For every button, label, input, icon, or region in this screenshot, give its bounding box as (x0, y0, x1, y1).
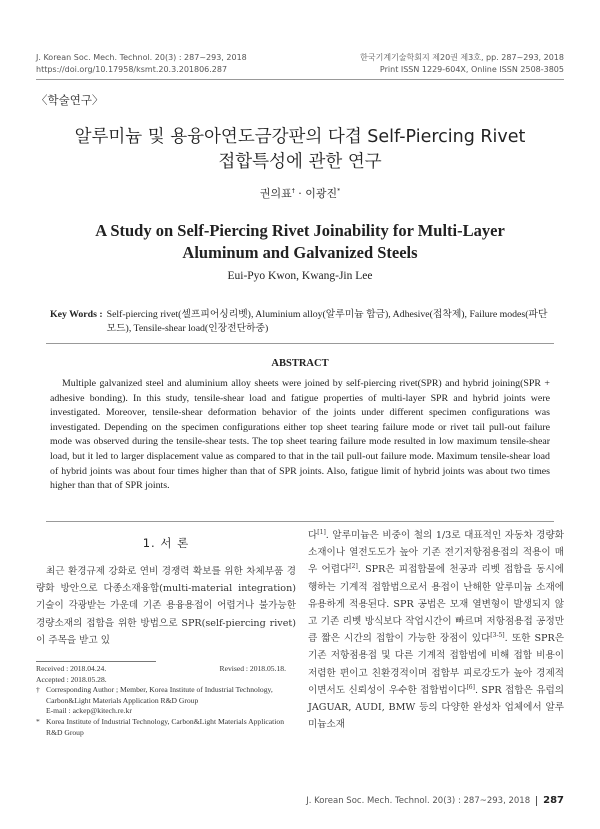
authors-english: Eui-Pyo Kwon, Kwang-Jin Lee (227, 270, 373, 282)
journal-citation: J. Korean Soc. Mech. Technol. 20(3) : 287~293, 2018 (36, 53, 247, 62)
keywords-block (50, 308, 554, 336)
journal-citation-kr: 한국기계기술학회지 제20권 제3호, pp. 287~293, 2018 (360, 53, 564, 62)
asterisk-mark: * (36, 716, 40, 726)
authors-korean (0, 185, 600, 201)
right-text-e: . SPR 접합은 유럽의 JAGUAR, AUDI, BMW 등의 다양한 완성차 업체에서 알루미늄소재 (308, 684, 564, 731)
article-category: 〈학술연구〉 (36, 93, 104, 107)
keywords-divider (46, 343, 554, 344)
footer-citation: J. Korean Soc. Mech. Technol. 20(3) : 287~293, 2018 (306, 795, 531, 806)
title-english-line2: Aluminum and Galvanized Steels (182, 243, 418, 262)
reference-3-5[interactable]: [3-5] (490, 632, 505, 640)
intro-paragraph-left: 최근 환경규제 강화로 연비 경쟁력 확보를 위한 차체부품 경량화 방안으로 다종소재융합(multi-material integration) 기술이 각광받는 가운데 기존 용융용접이 어렵거나 불가능한 경량소재의 접합을 위한 방법으로 SPR(self-piercing rivet)이 주목을 받고 있 (36, 566, 296, 646)
dates-row (36, 664, 298, 675)
title-korean (30, 125, 570, 175)
section-heading-introduction: 1. 서 론 (142, 536, 190, 550)
title-korean-line1: 알루미늄 및 용융아연도금강판의 다겹 Self-Piercing Rivet (74, 127, 526, 147)
running-header-right (360, 52, 564, 76)
affiliation-text: Korea Institute of Industrial Technology, Carbon&Light Materials Application R&D Group (46, 716, 284, 737)
title-korean-line2: 접합특성에 관한 연구 (218, 152, 382, 172)
keywords-list: Self-piercing rivet(셀프피어싱리벳), Aluminium alloy(알루미늄 합금), Adhesive(접착제), Failure modes(파단모드), Tensile-shear load(인장전단하중) (106, 309, 548, 334)
author-kr-1-mark: † (291, 187, 295, 195)
right-text-c: . SPR은 피접합물에 천공과 리벳 접합을 동시에 행하는 기계적 접합법으로서 용접이 난해한 알루미늄 소재에 유용하게 적용된다. SPR 공법은 모재 열변형이 발생되지 않고 기존 리벳 방식보다 작업시간이 빠르며 저항점용접 공정만큼 짧은 시간의 접합이 가능한 장점이 있다 (308, 564, 564, 645)
author-email[interactable]: E-mail : ackep@kitech.re.kr (46, 706, 132, 716)
page-footer (306, 795, 564, 806)
revised-date: Revised : 2018.05.18. (219, 664, 286, 673)
footnote-divider (36, 661, 156, 662)
right-text-b: . 알루미늄은 비중이 철의 1/3로 대표적인 자동차 경량화 소재이나 열전도도가 높아 기존 전기저항점용접의 적용이 매우 어렵다 (308, 530, 564, 576)
author-kr-sep: · (294, 187, 306, 200)
affiliation-note (36, 717, 298, 738)
author-kr-1: 권의표 (259, 187, 292, 200)
abstract-heading: ABSTRACT (271, 358, 329, 369)
intro-paragraph-right (308, 527, 564, 733)
abstract-divider (46, 521, 554, 522)
doi-link[interactable]: https://doi.org/10.17958/ksmt.20.3.201806.287 (36, 65, 228, 74)
abstract-text: Multiple galvanized steel and aluminium alloy sheets were joined by self-piercing rivet(SPR) and hybrid joining(SPR + adhesive bonding). In this study, tensile-shear load and fatigue properties of multi-layer SPR and hybrid joints were investigated. Moreover, tensile-shear deformation behavior of the joints under different specimen configurations was investigated. Depending on the specimen configurations either top sheet tearing failure mode or rivet tail pull-out failure mode was observed during the tensile-shear tests. The top sheet tearing failure mode resulted in low maximum tensile-shear load, but it led to larger displacement value as compared to that in the tail pull-out failure mode. Maximum tensile-shear load of hybrid joints was about four times higher than that of SPR joints. Also, fatigue limit of hybrid joints was about two times higher than that of SPR joints. (50, 378, 550, 492)
footnotes (36, 664, 298, 738)
reference-1[interactable]: [1] (317, 528, 326, 536)
author-kr-2: 이광진 (305, 187, 338, 200)
right-column (308, 527, 564, 733)
running-header-left (36, 52, 247, 76)
page-number: 287 (543, 795, 564, 806)
footer-separator (536, 796, 537, 806)
author-kr-2-mark: * (337, 187, 341, 195)
issn-info: Print ISSN 1229-604X, Online ISSN 2508-3805 (379, 65, 564, 74)
accepted-date: Accepted : 2018.05.28. (36, 674, 107, 684)
title-english-line1: A Study on Self-Piercing Rivet Joinability for Multi-Layer (95, 221, 505, 240)
right-text-d: . 또한 SPR은 기존 저항점용접 및 다른 기계적 접합법에 비해 접합 비용이 저렴한 편이고 친환경적이며 접합부 피로강도가 높아 경제적이면서도 신뢰성이 우수한 접합법이다 (308, 633, 564, 696)
received-date: Received : 2018.04.24. (36, 664, 107, 673)
dagger-mark: † (36, 685, 40, 695)
corresponding-author-text (46, 685, 298, 717)
right-text-a: 다 (308, 530, 318, 541)
corresponding-author-note (36, 685, 298, 717)
reference-6[interactable]: [6] (466, 683, 475, 691)
keywords-label: Key Words : (50, 309, 103, 320)
header-divider (36, 79, 564, 80)
left-column (36, 535, 296, 649)
reference-2[interactable]: [2] (349, 563, 358, 571)
corresponding-author-affil: Corresponding Author ; Member, Korea Institute of Industrial Technology, Carbon&Light Materials Application R&D Group (46, 685, 273, 705)
title-english (40, 220, 560, 264)
